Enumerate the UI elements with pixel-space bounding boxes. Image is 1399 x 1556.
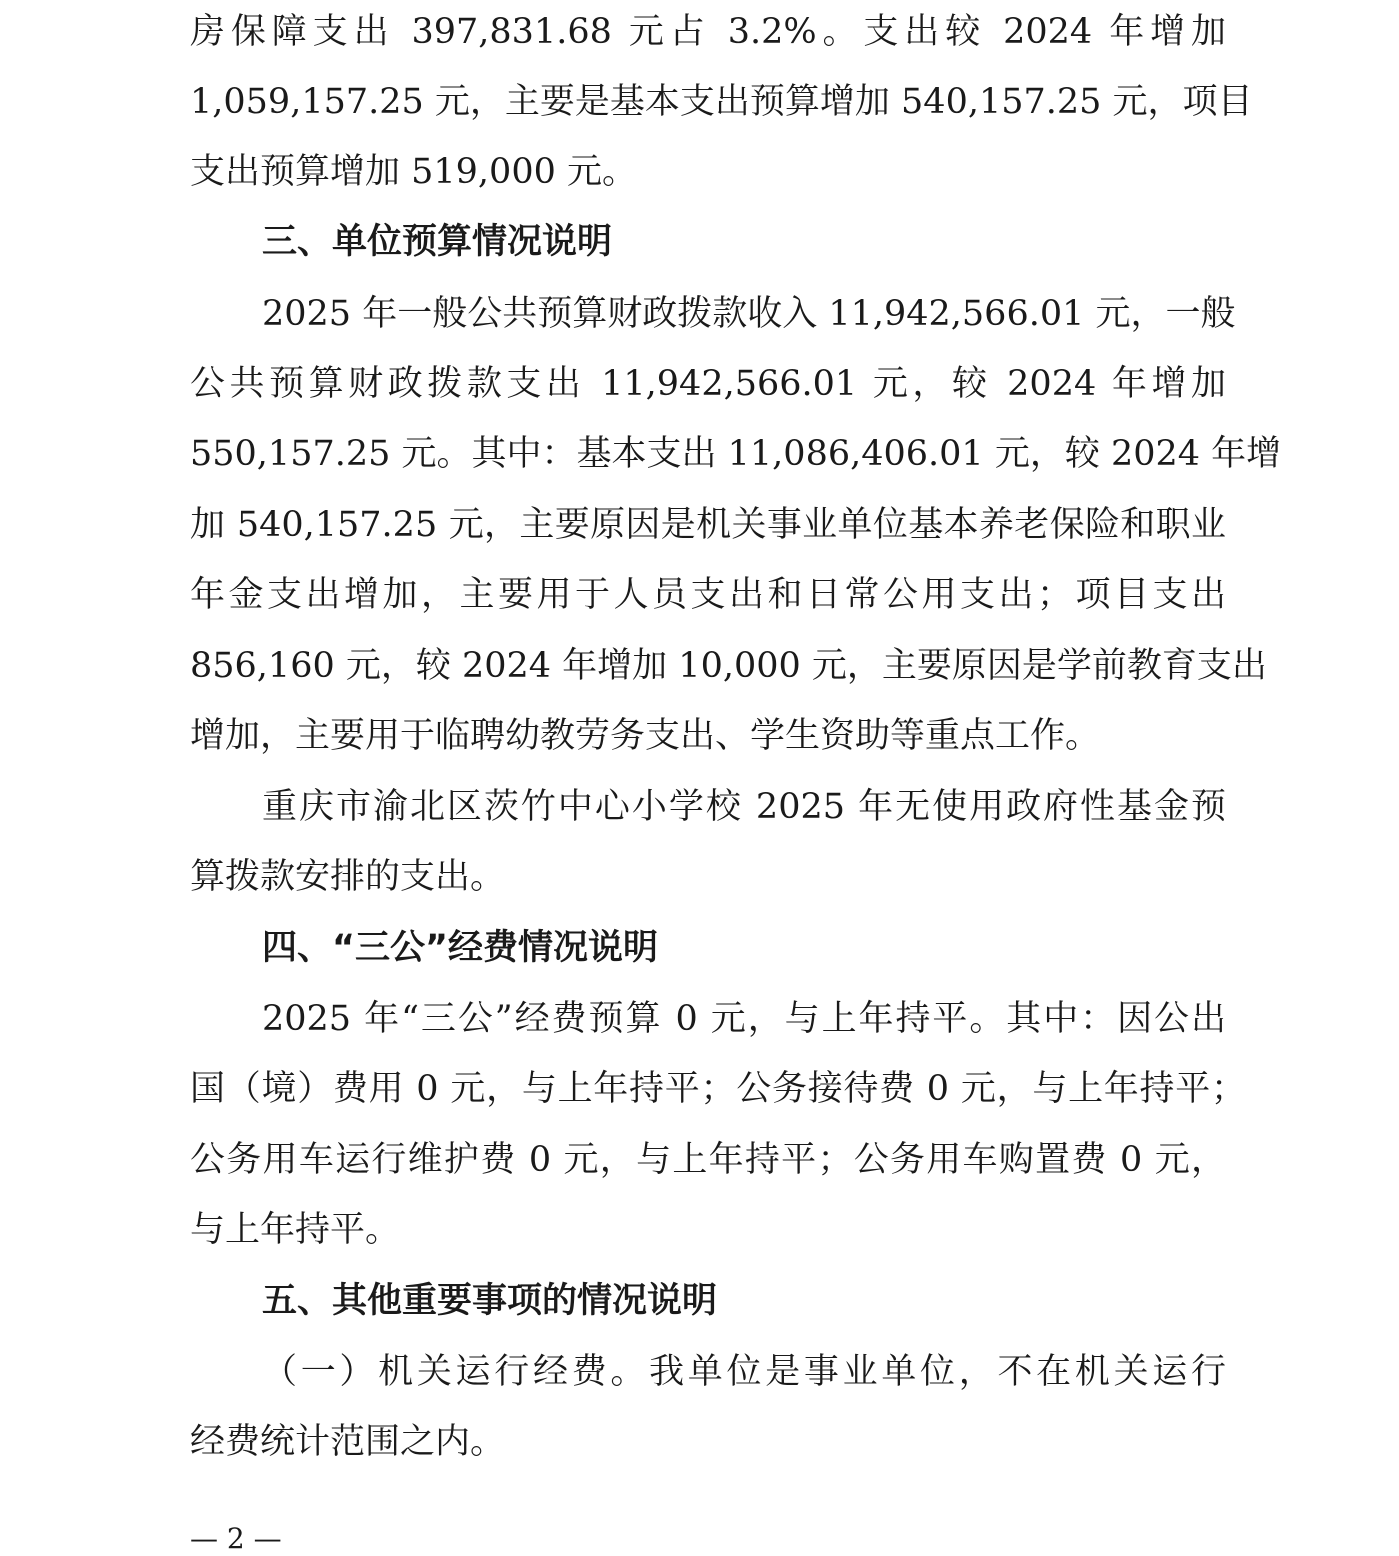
text-line-17: 公务用车运行维护费 0 元，与上年持平；公务用车购置费 0 元， bbox=[190, 1140, 1226, 1180]
text-line-15: 2025 年“三公”经费预算 0 元，与上年持平。其中：因公出 bbox=[262, 999, 1226, 1039]
text-line-1: 房保障支出 397,831.68 元占 3.2%。支出较 2024 年增加 bbox=[190, 12, 1226, 52]
text-line-6: 公共预算财政拨款支出 11,942,566.01 元，较 2024 年增加 bbox=[190, 364, 1226, 404]
text-line-10: 856,160 元，较 2024 年增加 10,000 元，主要原因是学前教育支出 bbox=[190, 646, 1267, 686]
page-number: — 2 — bbox=[190, 1522, 282, 1555]
text-line-16: 国（境）费用 0 元，与上年持平；公务接待费 0 元，与上年持平； bbox=[190, 1069, 1246, 1109]
text-line-2: 1,059,157.25 元，主要是基本支出预算增加 540,157.25 元，项目 bbox=[190, 82, 1253, 122]
text-line-18: 与上年持平。 bbox=[190, 1210, 401, 1250]
text-line-3: 支出预算增加 519,000 元。 bbox=[190, 152, 637, 192]
text-line-13: 算拨款安排的支出。 bbox=[190, 857, 506, 897]
text-line-12: 重庆市渝北区茨竹中心小学校 2025 年无使用政府性基金预 bbox=[262, 787, 1226, 827]
text-line-5: 2025 年一般公共预算财政拨款收入 11,942,566.01 元，一般 bbox=[262, 294, 1236, 334]
text-line-7: 550,157.25 元。其中：基本支出 11,086,406.01 元，较 2024 年增 bbox=[190, 434, 1282, 474]
text-line-8: 加 540,157.25 元，主要原因是机关事业单位基本养老保险和职业 bbox=[190, 505, 1226, 545]
text-line-20: （一）机关运行经费。我单位是事业单位，不在机关运行 bbox=[262, 1352, 1226, 1392]
section-heading-5: 五、其他重要事项的情况说明 bbox=[262, 1281, 718, 1321]
text-line-9: 年金支出增加，主要用于人员支出和日常公用支出；项目支出 bbox=[190, 575, 1226, 615]
text-line-11: 增加，主要用于临聘幼教劳务支出、学生资助等重点工作。 bbox=[190, 716, 1101, 756]
text-line-21: 经费统计范围之内。 bbox=[190, 1422, 506, 1462]
section-heading-3: 三、单位预算情况说明 bbox=[262, 222, 613, 262]
section-heading-4: 四、“三公”经费情况说明 bbox=[262, 928, 659, 968]
